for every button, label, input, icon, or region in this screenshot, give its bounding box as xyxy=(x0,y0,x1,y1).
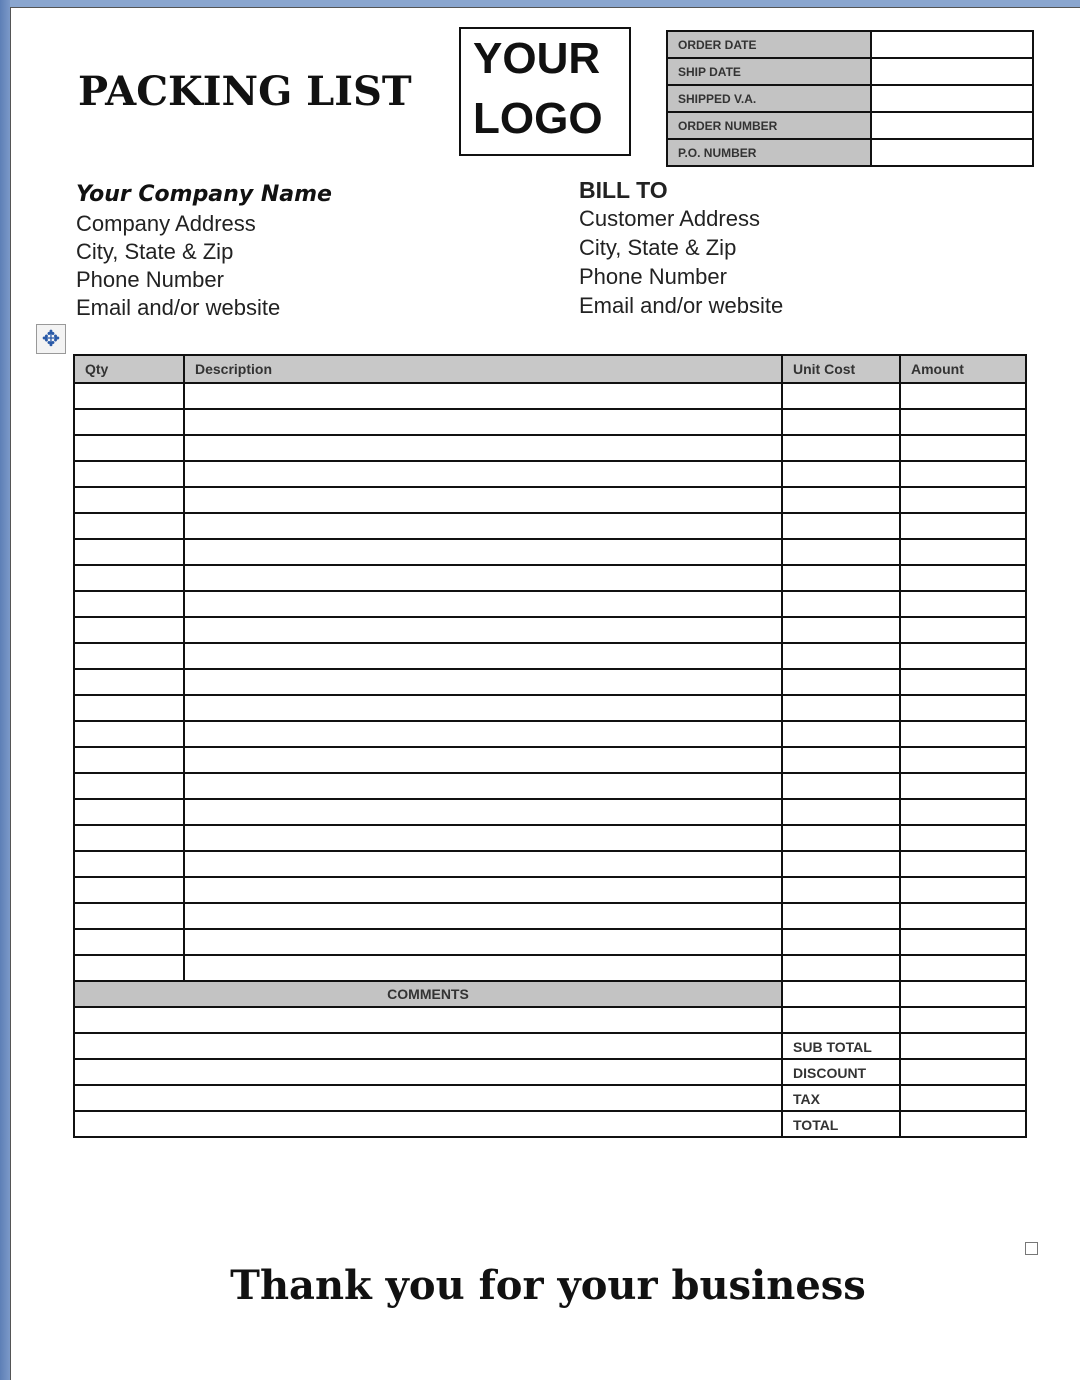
table-header-row xyxy=(74,355,1026,383)
qty-cell[interactable] xyxy=(74,409,184,435)
amount-cell[interactable] xyxy=(900,799,1026,825)
subtotal-field[interactable] xyxy=(900,1033,1026,1059)
qty-cell[interactable] xyxy=(74,825,184,851)
info-row-order-date xyxy=(667,31,1033,58)
amount-cell[interactable] xyxy=(900,669,1026,695)
description-cell[interactable] xyxy=(184,617,782,643)
subtotal-row xyxy=(74,1033,1026,1059)
table-row xyxy=(74,591,1026,617)
qty-cell[interactable] xyxy=(74,955,184,981)
table-row xyxy=(74,565,1026,591)
amount-cell[interactable] xyxy=(900,409,1026,435)
shipped-via-field[interactable] xyxy=(871,85,1033,112)
qty-cell[interactable] xyxy=(74,487,184,513)
company-block xyxy=(76,180,332,322)
description-cell[interactable] xyxy=(184,955,782,981)
order-date-field[interactable] xyxy=(871,31,1033,58)
table-row xyxy=(74,643,1026,669)
customer-phone: Phone Number xyxy=(579,264,727,289)
unit-cost-cell[interactable] xyxy=(782,565,900,591)
company-address: Company Address xyxy=(76,211,256,236)
description-cell[interactable] xyxy=(184,747,782,773)
order-number-field[interactable] xyxy=(871,112,1033,139)
qty-cell[interactable] xyxy=(74,643,184,669)
table-row xyxy=(74,669,1026,695)
window-frame-left xyxy=(0,0,10,1380)
discount-label: DISCOUNT xyxy=(782,1059,900,1085)
description-cell[interactable] xyxy=(184,929,782,955)
summary-section xyxy=(74,981,1026,1137)
total-row xyxy=(74,1111,1026,1137)
info-label: ORDER DATE xyxy=(667,31,871,58)
qty-cell[interactable] xyxy=(74,383,184,409)
tax-row xyxy=(74,1085,1026,1111)
qty-cell[interactable] xyxy=(74,435,184,461)
table-row xyxy=(74,435,1026,461)
company-phone: Phone Number xyxy=(76,267,224,292)
description-cell[interactable] xyxy=(184,383,782,409)
unit-cost-cell[interactable] xyxy=(782,773,900,799)
table-row xyxy=(74,799,1026,825)
description-cell[interactable] xyxy=(184,487,782,513)
unit-cost-cell[interactable] xyxy=(782,747,900,773)
qty-cell[interactable] xyxy=(74,773,184,799)
info-row-shipped-via xyxy=(667,85,1033,112)
unit-cost-cell[interactable] xyxy=(782,929,900,955)
unit-cost-cell[interactable] xyxy=(782,435,900,461)
info-row-ship-date xyxy=(667,58,1033,85)
unit-cost-cell[interactable] xyxy=(782,409,900,435)
company-email: Email and/or website xyxy=(76,295,281,320)
table-row xyxy=(74,487,1026,513)
description-cell[interactable] xyxy=(184,591,782,617)
comments-row xyxy=(74,1007,1026,1033)
qty-cell[interactable] xyxy=(74,539,184,565)
page-title: PACKING LIST xyxy=(78,68,412,115)
qty-cell[interactable] xyxy=(74,513,184,539)
summary-cell[interactable] xyxy=(900,981,1026,1007)
description-cell[interactable] xyxy=(184,799,782,825)
unit-cost-cell[interactable] xyxy=(782,383,900,409)
po-number-field[interactable] xyxy=(871,139,1033,166)
unit-cost-cell[interactable] xyxy=(782,903,900,929)
table-row xyxy=(74,409,1026,435)
unit-cost-cell[interactable] xyxy=(782,643,900,669)
table-row xyxy=(74,903,1026,929)
table-row xyxy=(74,383,1026,409)
unit-cost-cell[interactable] xyxy=(782,799,900,825)
qty-cell[interactable] xyxy=(74,617,184,643)
description-cell[interactable] xyxy=(184,461,782,487)
description-cell[interactable] xyxy=(184,565,782,591)
amount-cell[interactable] xyxy=(900,539,1026,565)
subtotal-label: SUB TOTAL xyxy=(782,1033,900,1059)
description-cell[interactable] xyxy=(184,669,782,695)
qty-cell[interactable] xyxy=(74,461,184,487)
discount-row xyxy=(74,1059,1026,1085)
qty-cell[interactable] xyxy=(74,747,184,773)
description-cell[interactable] xyxy=(184,643,782,669)
amount-cell[interactable] xyxy=(900,435,1026,461)
qty-cell[interactable] xyxy=(74,565,184,591)
column-header-description: Description xyxy=(184,355,782,383)
amount-cell[interactable] xyxy=(900,877,1026,903)
table-row xyxy=(74,877,1026,903)
table-row xyxy=(74,851,1026,877)
qty-cell[interactable] xyxy=(74,877,184,903)
logo-text-line: LOGO xyxy=(473,94,603,143)
table-row xyxy=(74,539,1026,565)
description-cell[interactable] xyxy=(184,773,782,799)
qty-cell[interactable] xyxy=(74,851,184,877)
comments-field[interactable] xyxy=(74,1059,782,1085)
description-cell[interactable] xyxy=(184,513,782,539)
summary-cell[interactable] xyxy=(900,1007,1026,1033)
unit-cost-cell[interactable] xyxy=(782,851,900,877)
table-row xyxy=(74,773,1026,799)
unit-cost-cell[interactable] xyxy=(782,461,900,487)
logo-text-line: YOUR xyxy=(473,34,601,83)
description-cell[interactable] xyxy=(184,825,782,851)
amount-cell[interactable] xyxy=(900,383,1026,409)
summary-cell[interactable] xyxy=(782,981,900,1007)
unit-cost-cell[interactable] xyxy=(782,721,900,747)
amount-cell[interactable] xyxy=(900,721,1026,747)
amount-cell[interactable] xyxy=(900,955,1026,981)
qty-cell[interactable] xyxy=(74,695,184,721)
table-row xyxy=(74,695,1026,721)
company-city-state-zip: City, State & Zip xyxy=(76,239,234,264)
amount-cell[interactable] xyxy=(900,695,1026,721)
unit-cost-cell[interactable] xyxy=(782,877,900,903)
table-row xyxy=(74,513,1026,539)
tax-field[interactable] xyxy=(900,1085,1026,1111)
comments-field[interactable] xyxy=(74,1111,782,1137)
comments-header-row xyxy=(74,981,1026,1007)
amount-cell[interactable] xyxy=(900,617,1026,643)
items-table xyxy=(73,354,1027,1138)
amount-cell[interactable] xyxy=(900,929,1026,955)
description-cell[interactable] xyxy=(184,721,782,747)
qty-cell[interactable] xyxy=(74,721,184,747)
customer-email: Email and/or website xyxy=(579,293,784,318)
amount-cell[interactable] xyxy=(900,487,1026,513)
info-label: SHIP DATE xyxy=(667,58,871,85)
unit-cost-cell[interactable] xyxy=(782,617,900,643)
amount-cell[interactable] xyxy=(900,903,1026,929)
customer-city-state-zip: City, State & Zip xyxy=(579,235,737,260)
description-cell[interactable] xyxy=(184,409,782,435)
resize-square-icon[interactable] xyxy=(1025,1242,1038,1255)
tax-label: TAX xyxy=(782,1085,900,1111)
comments-field[interactable] xyxy=(74,1033,782,1059)
table-move-handle[interactable] xyxy=(36,324,66,354)
table-row xyxy=(74,929,1026,955)
ship-date-field[interactable] xyxy=(871,58,1033,85)
amount-cell[interactable] xyxy=(900,747,1026,773)
item-rows xyxy=(74,383,1026,981)
column-header-amount: Amount xyxy=(900,355,1026,383)
description-cell[interactable] xyxy=(184,877,782,903)
table-row xyxy=(74,461,1026,487)
amount-cell[interactable] xyxy=(900,643,1026,669)
info-label: ORDER NUMBER xyxy=(667,112,871,139)
amount-cell[interactable] xyxy=(900,825,1026,851)
description-cell[interactable] xyxy=(184,903,782,929)
description-cell[interactable] xyxy=(184,851,782,877)
info-label: P.O. NUMBER xyxy=(667,139,871,166)
qty-cell[interactable] xyxy=(74,591,184,617)
info-row-order-number xyxy=(667,112,1033,139)
table-row xyxy=(74,617,1026,643)
amount-cell[interactable] xyxy=(900,851,1026,877)
description-cell[interactable] xyxy=(184,539,782,565)
comments-field[interactable] xyxy=(74,1085,782,1111)
column-header-unit-cost: Unit Cost xyxy=(782,355,900,383)
info-row-po-number xyxy=(667,139,1033,166)
amount-cell[interactable] xyxy=(900,773,1026,799)
bill-to-heading: BILL TO xyxy=(579,177,668,203)
unit-cost-cell[interactable] xyxy=(782,669,900,695)
thank-you-message: Thank you for your business xyxy=(230,1262,866,1309)
comments-field[interactable] xyxy=(74,1007,782,1033)
logo-placeholder xyxy=(459,27,631,156)
unit-cost-cell[interactable] xyxy=(782,487,900,513)
discount-field[interactable] xyxy=(900,1059,1026,1085)
bill-to-block xyxy=(579,176,783,320)
company-name: Your Company Name xyxy=(76,182,332,207)
qty-cell[interactable] xyxy=(74,903,184,929)
description-cell[interactable] xyxy=(184,695,782,721)
unit-cost-cell[interactable] xyxy=(782,955,900,981)
amount-cell[interactable] xyxy=(900,591,1026,617)
table-row xyxy=(74,825,1026,851)
column-header-qty: Qty xyxy=(74,355,184,383)
unit-cost-cell[interactable] xyxy=(782,695,900,721)
order-info-table xyxy=(666,30,1034,167)
move-arrows-icon: ✥ xyxy=(41,326,61,351)
qty-cell[interactable] xyxy=(74,669,184,695)
unit-cost-cell[interactable] xyxy=(782,513,900,539)
qty-cell[interactable] xyxy=(74,799,184,825)
unit-cost-cell[interactable] xyxy=(782,825,900,851)
unit-cost-cell[interactable] xyxy=(782,539,900,565)
table-row xyxy=(74,955,1026,981)
total-field[interactable] xyxy=(900,1111,1026,1137)
table-row xyxy=(74,721,1026,747)
summary-cell[interactable] xyxy=(782,1007,900,1033)
customer-address: Customer Address xyxy=(579,206,760,231)
amount-cell[interactable] xyxy=(900,565,1026,591)
qty-cell[interactable] xyxy=(74,929,184,955)
total-label: TOTAL xyxy=(782,1111,900,1137)
description-cell[interactable] xyxy=(184,435,782,461)
amount-cell[interactable] xyxy=(900,513,1026,539)
info-label: SHIPPED V.A. xyxy=(667,85,871,112)
table-row xyxy=(74,747,1026,773)
amount-cell[interactable] xyxy=(900,461,1026,487)
comments-label: COMMENTS xyxy=(74,981,782,1007)
unit-cost-cell[interactable] xyxy=(782,591,900,617)
